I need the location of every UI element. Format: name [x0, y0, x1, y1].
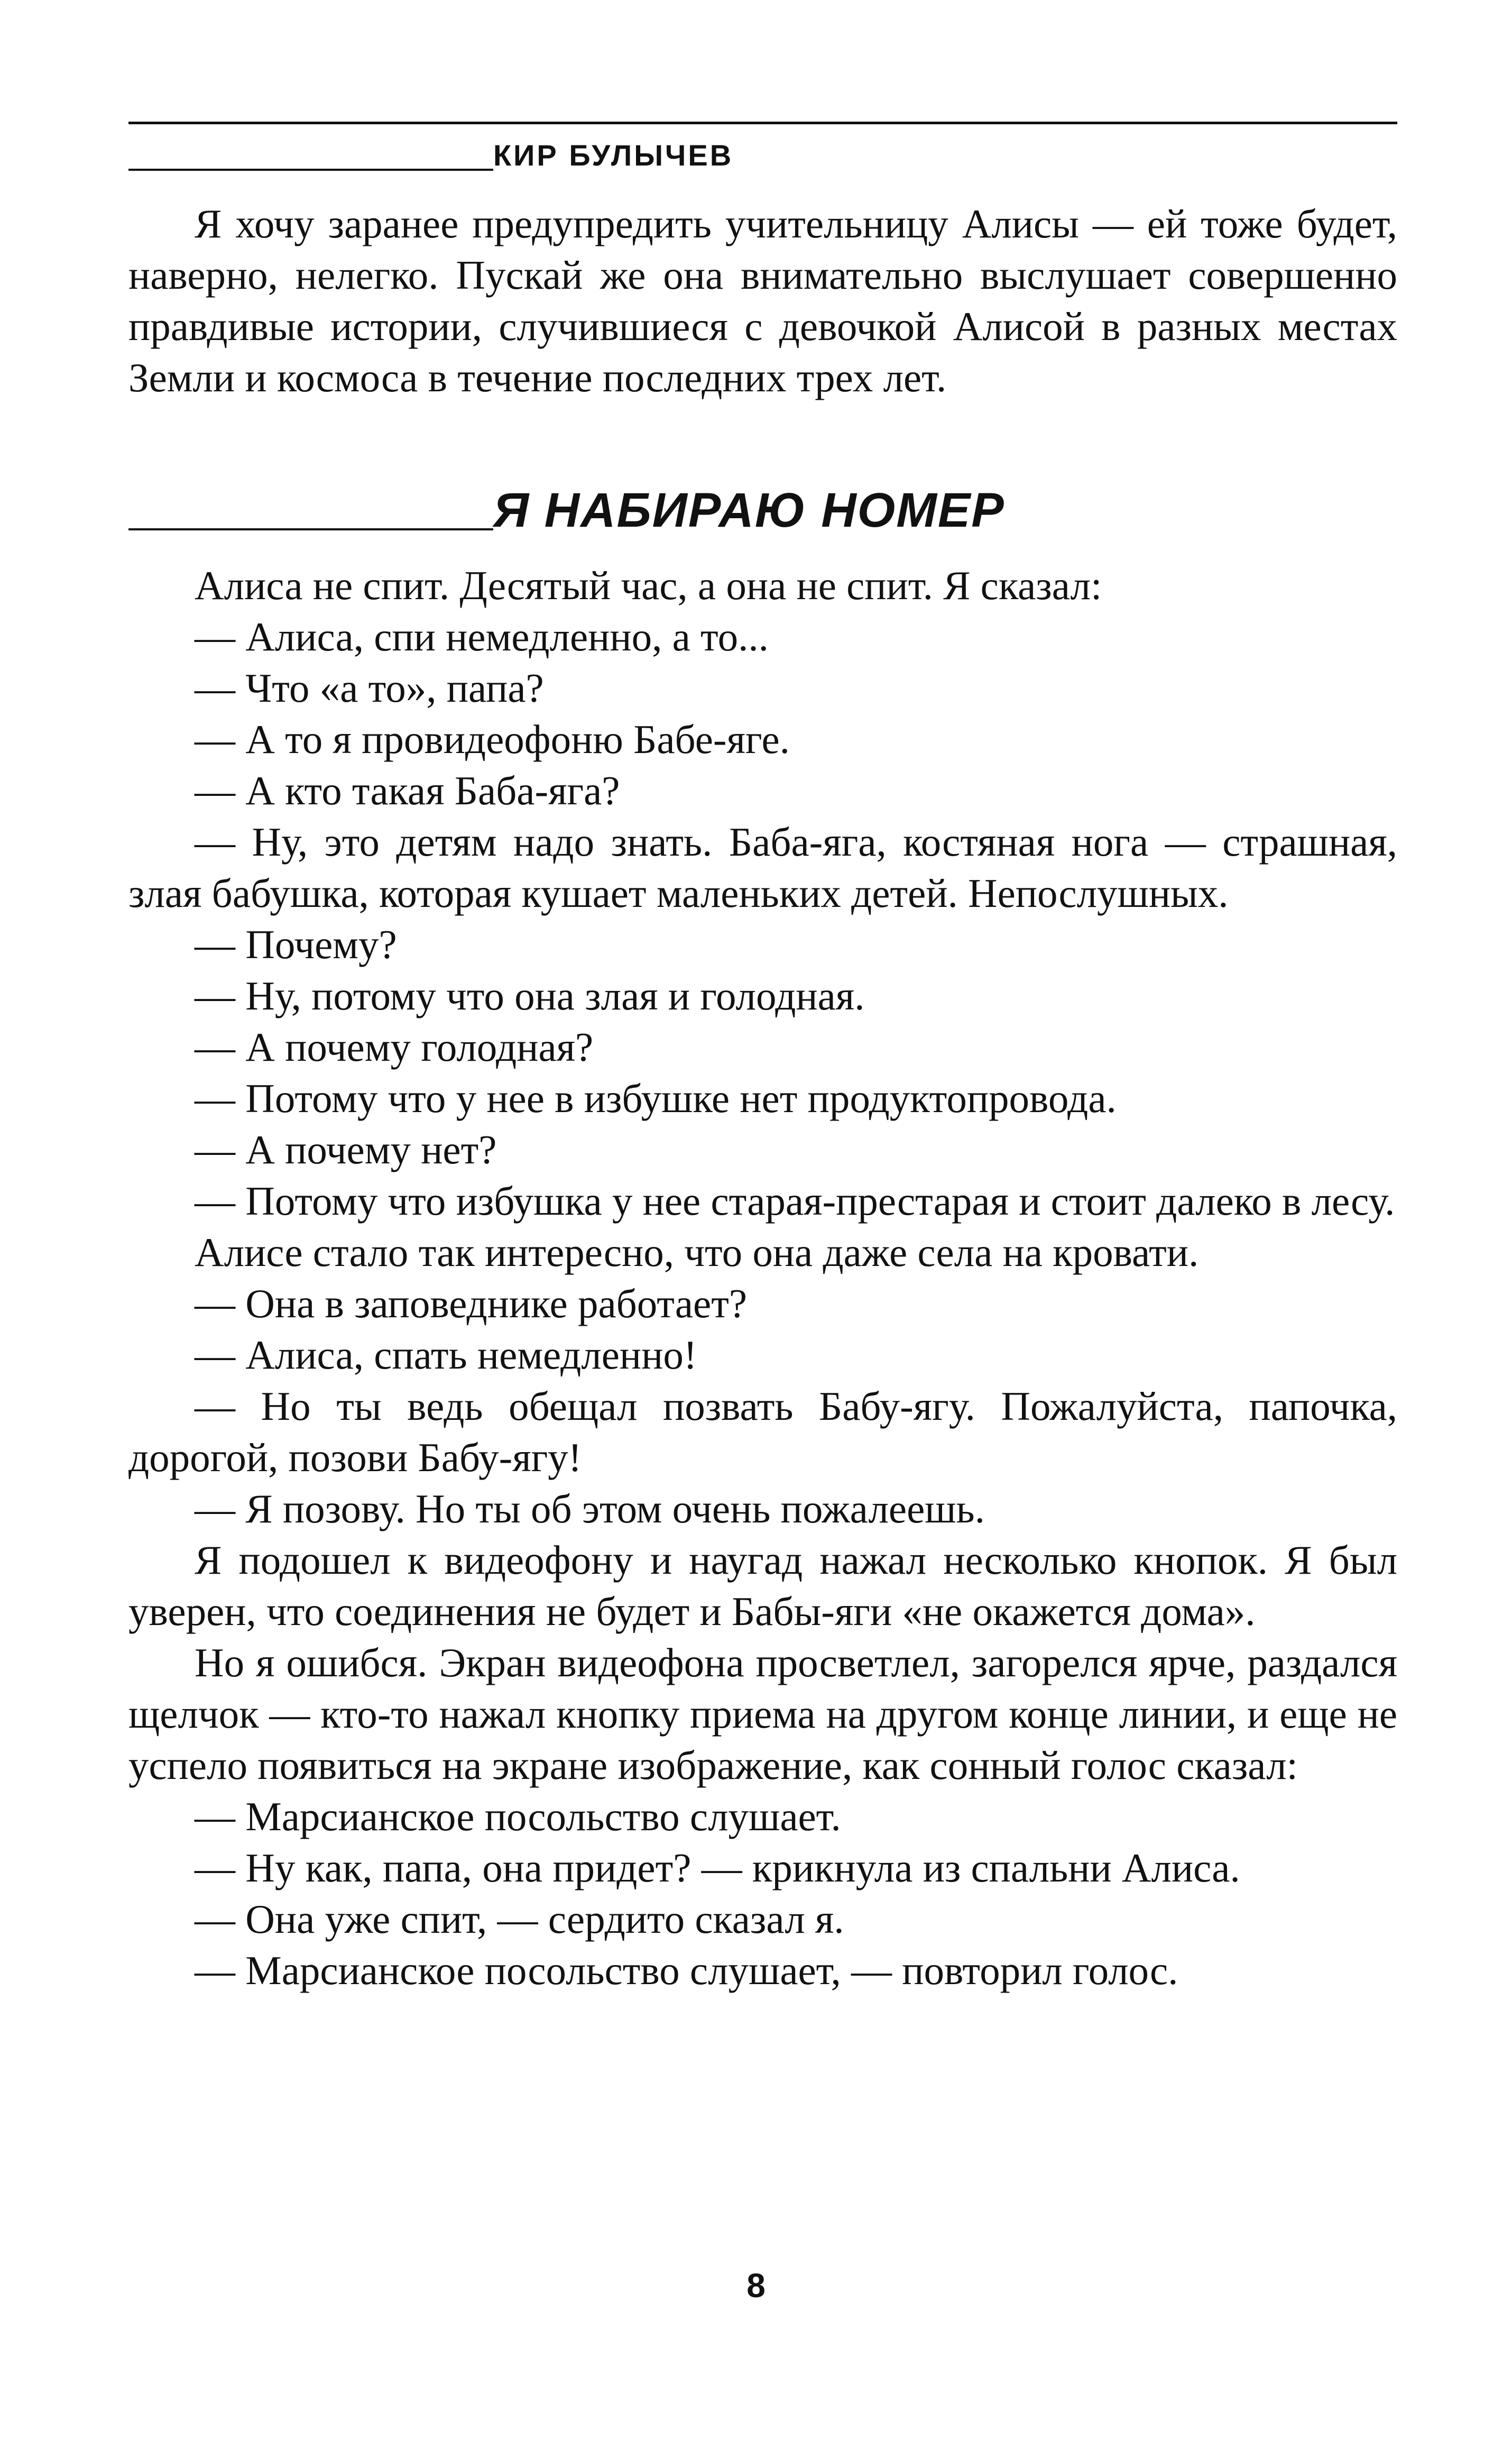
author-name: КИР БУЛЫЧЕВ: [493, 139, 734, 172]
paragraph: Я подошел к видеофону и наугад нажал несколько кнопок. Я был уверен, что соединения не будет и Бабы-яги «не окажется дома».: [128, 1537, 1397, 1634]
paragraph: — Потому что у нее в избушке нет продуктопровода.: [195, 1076, 1117, 1121]
paragraph: — Марсианское посольство слушает, — повторил голос.: [195, 1948, 1178, 1993]
paragraph: — Ну как, папа, она придет? — крикнула из спальни Алиса.: [195, 1845, 1240, 1891]
chapter-rule: [128, 528, 493, 530]
page-number: 8: [746, 2266, 766, 2305]
chapter-title: Я НАБИРАЮ НОМЕР: [493, 483, 1005, 537]
paragraph: — Почему?: [195, 922, 397, 967]
intro-paragraph: Я хочу заранее предупредить учительницу Алисы — ей тоже будет, наверно, нелегко. Пускай же она внимательно выслушает совершенно правдивые истории, случившиеся с девочкой Алисой в разных местах Земли и космоса в течение последних трех лет.: [128, 201, 1397, 400]
chapter-heading: [128, 478, 1397, 541]
paragraph: — А почему голодная?: [195, 1024, 594, 1070]
paragraph: — Она уже спит, — сердито сказал я.: [195, 1896, 844, 1942]
paragraph: — А почему нет?: [195, 1127, 497, 1172]
paragraph: — Она в заповеднике работает?: [195, 1281, 748, 1326]
paragraph: Алисе стало так интересно, что она даже села на кровати.: [195, 1229, 1199, 1275]
book-page: [128, 122, 1397, 1996]
paragraph: — Марсианское посольство слушает.: [195, 1794, 841, 1839]
header-top-rule: [128, 122, 1397, 124]
paragraph: — Но ты ведь обещал позвать Бабу-ягу. Пожалуйста, папочка, дорогой, позови Бабу-ягу!: [128, 1383, 1397, 1480]
paragraph: — Что «а то», папа?: [195, 665, 544, 711]
running-head: [128, 130, 1397, 172]
paragraph: — Ну, потому что она злая и голодная.: [195, 973, 865, 1018]
running-head-rule: [128, 169, 493, 171]
paragraph: — Алиса, спи немедленно, а то...: [195, 614, 769, 659]
paragraph: — Алиса, спать немедленно!: [195, 1332, 697, 1378]
paragraph: — Ну, это детям надо знать. Баба-яга, костяная нога — страшная, злая бабушка, которая кушает маленьких детей. Непослушных.: [128, 819, 1397, 916]
paragraph: — Потому что избушка у нее старая-престарая и стоит далеко в лесу.: [195, 1178, 1395, 1224]
paragraph: — Я позову. Но ты об этом очень пожалеешь.: [195, 1486, 985, 1531]
paragraph: Алиса не спит. Десятый час, а она не спит. Я сказал:: [195, 563, 1102, 608]
paragraph: — А кто такая Баба-яга?: [195, 768, 620, 813]
paragraph: — А то я провидеофоню Бабе-яге.: [195, 717, 790, 762]
paragraph: Но я ошибся. Экран видеофона просветлел, загорелся ярче, раздался щелчок — кто-то нажал кнопку приема на другом конце линии, и еще не успело появиться на экране изображение, как сонный голос сказал:: [128, 1640, 1397, 1788]
